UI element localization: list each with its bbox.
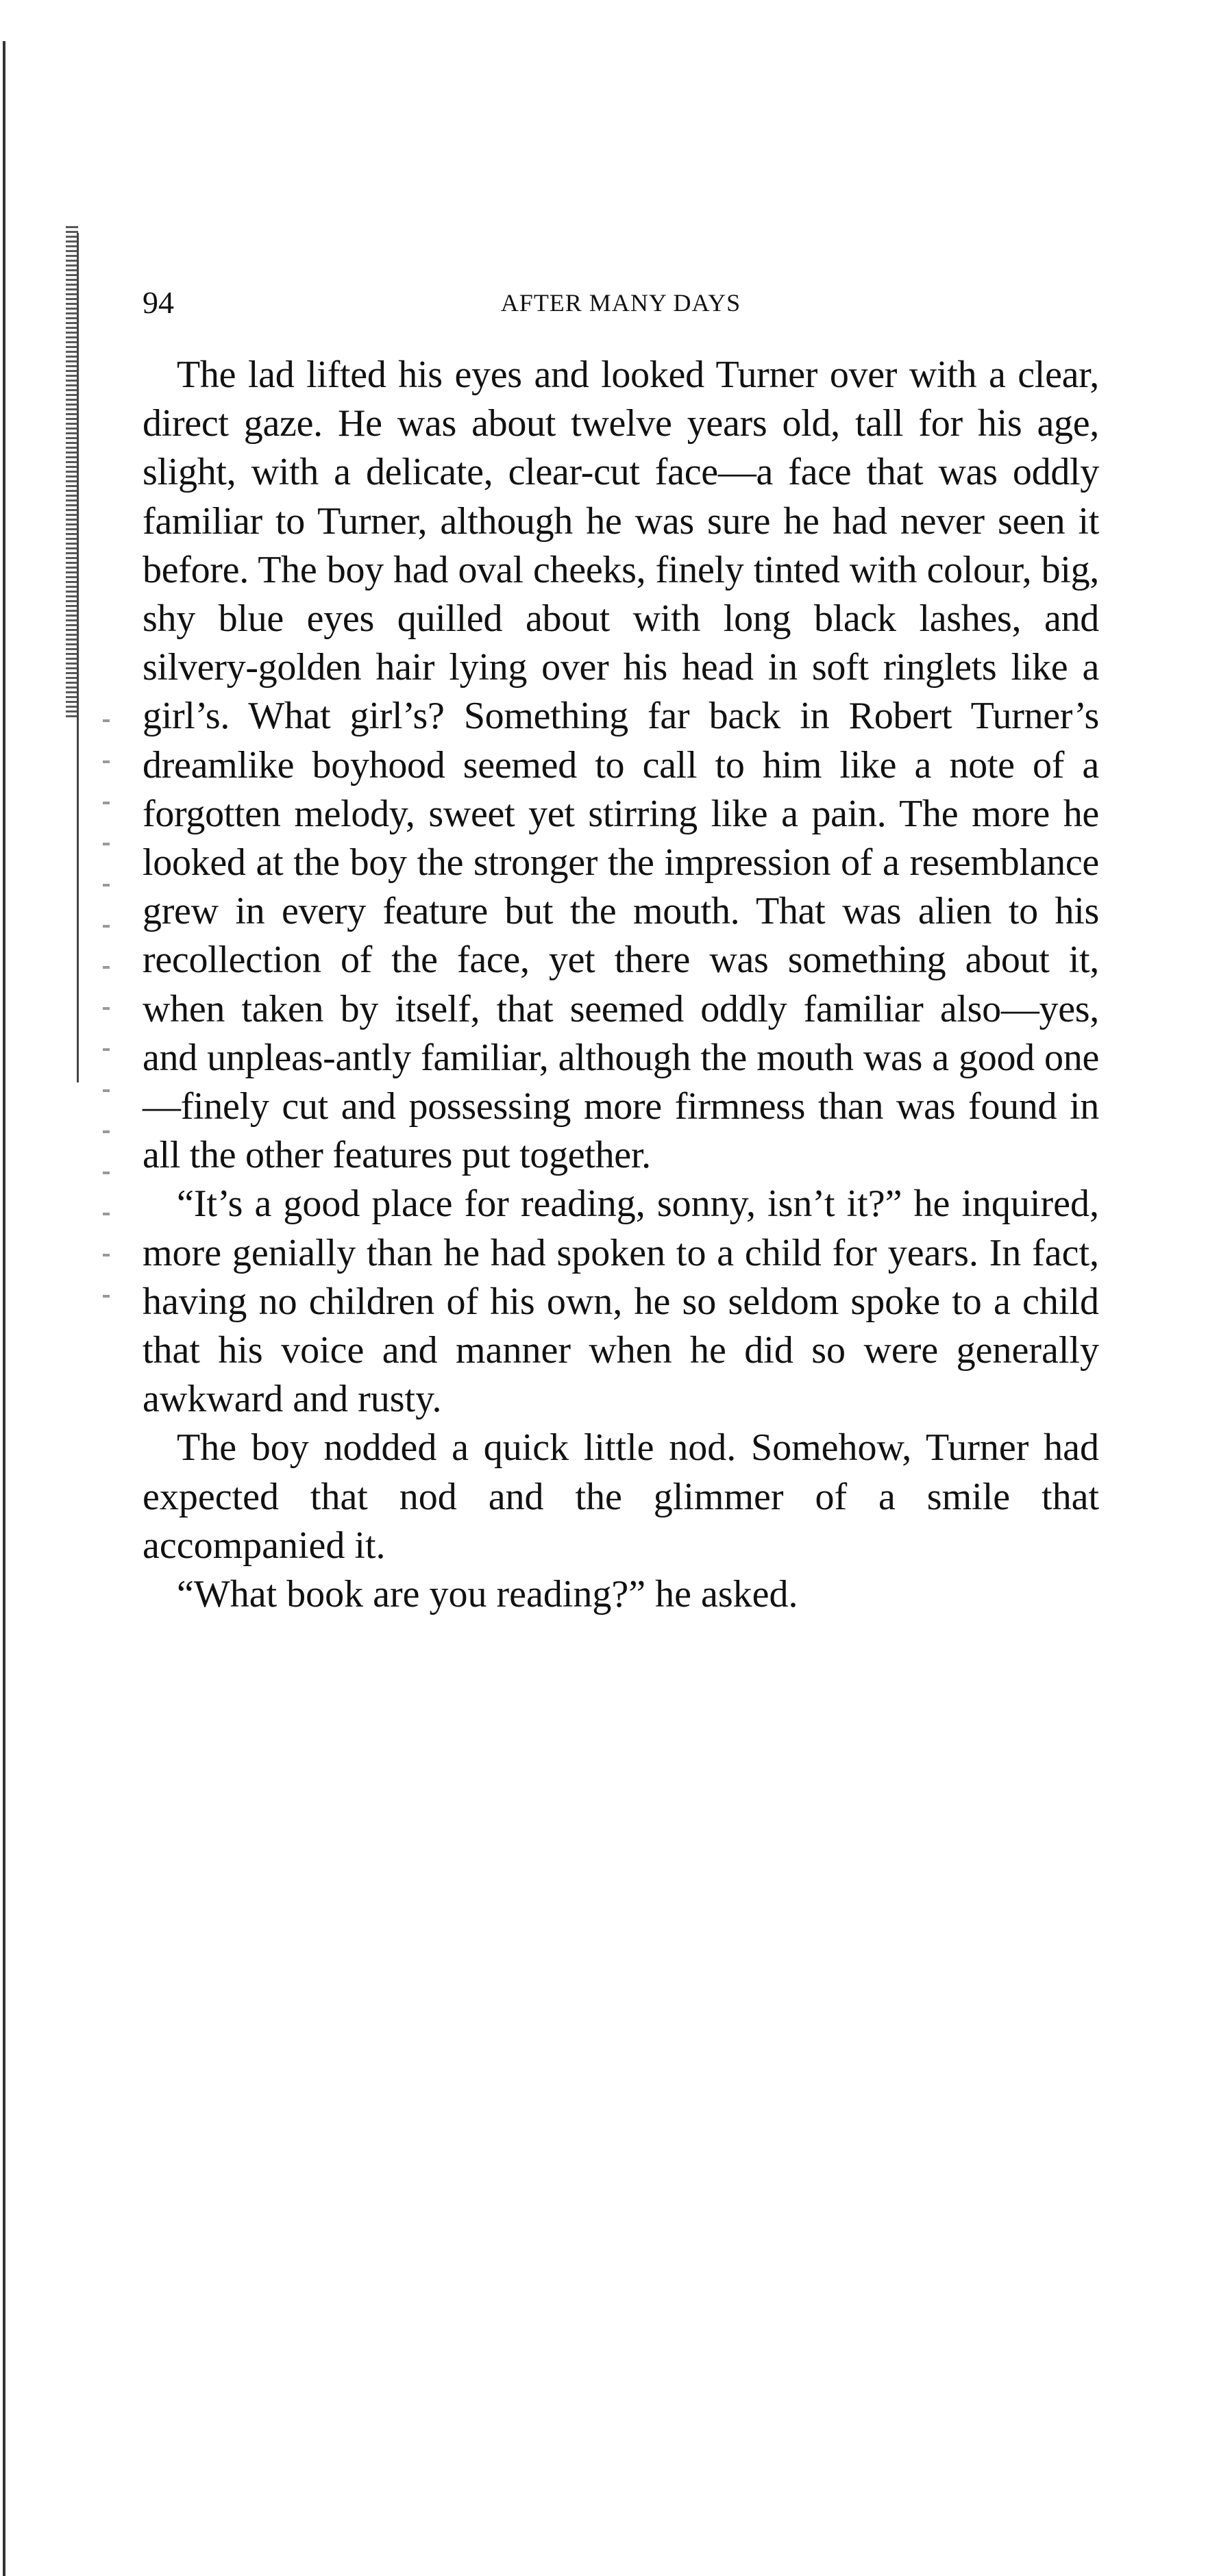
page-number: 94 — [143, 285, 174, 320]
binding-specks — [103, 719, 110, 1302]
paragraph: “It’s a good place for reading, sonny, isn’t it?” he inquired, more genially than he had spoken to a child for years. In fact, having no children of his own, he so seldom spoke to a child that his voice and manner when he did so were generally awkward and rusty. — [143, 1182, 1099, 1421]
paragraph: The boy nodded a quick little nod. Somehow, Turner had expected that nod and the glimmer of a smile that accompanied it. — [143, 1426, 1099, 1567]
page-header — [143, 284, 1099, 325]
paragraph: The lad lifted his eyes and looked Turner over with a clear, direct gaze. He was about twelve years old, tall for his age, slight, with a delicate, clear-cut face—a face that was oddly familiar to Turner, although he was sure he had never seen it before. The boy had oval cheeks, finely tinted with colour, big, shy blue eyes quilled about with long black lashes, and silvery-golden hair lying over his head in soft ringlets like a girl’s. What girl’s? Something far back in Robert Turner’s dreamlike boyhood seemed to call to him like a note of a forgotten melody, sweet yet stirring like a pain. The more he looked at the boy the stronger the impression of a resemblance grew in every feature but the mouth. That was alien to his recollection of the face, yet there was something about it, when taken by itself, that seemed oddly familiar also—yes, and unpleas-antly familiar, although the mouth was a good one—finely cut and possessing more firmness than was found in all the other features put together. — [143, 354, 1099, 1177]
binding-line — [77, 233, 79, 1082]
binding-edge — [3, 41, 5, 2576]
body-text — [143, 351, 1099, 1619]
running-title: AFTER MANY DAYS — [500, 289, 741, 317]
paragraph: “What book are you reading?” he asked. — [177, 1573, 798, 1616]
